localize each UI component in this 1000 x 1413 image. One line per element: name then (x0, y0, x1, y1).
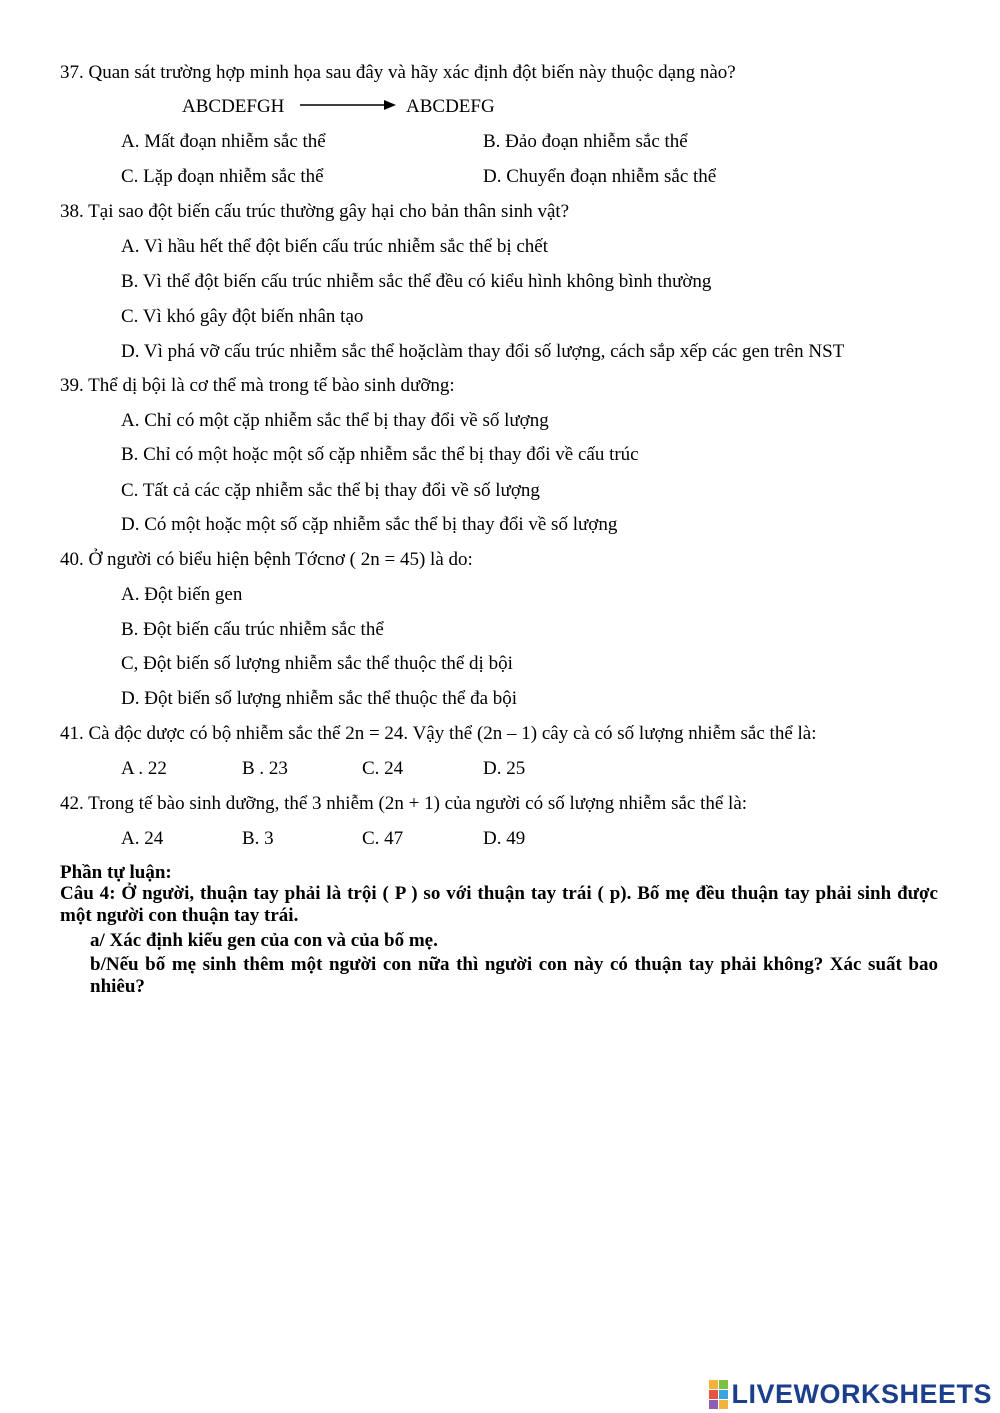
essay-heading: Phần tự luận: (60, 862, 172, 883)
q40-option-b: B. Đột biến cấu trúc nhiễm sắc thể (121, 619, 384, 640)
logo-text: LIVEWORKSHEETS (731, 1379, 992, 1409)
q41-option-c: C. 24 (362, 758, 404, 779)
arrow-icon (300, 97, 396, 111)
q39-option-c: C. Tất cả các cặp nhiễm sắc thể bị thay đổi về số lượng (121, 480, 540, 501)
q39-option-b: B. Chỉ có một hoặc một số cặp nhiễm sắc thể bị thay đổi về cấu trúc (121, 444, 639, 465)
q42-option-a: A. 24 (121, 828, 164, 849)
question-38: 38. Tại sao đột biến cấu trúc thường gây hại cho bản thân sinh vật? (60, 201, 570, 222)
question-41: 41. Cà độc dược có bộ nhiễm sắc thể 2n = 24. Vậy thể (2n – 1) cây cà có số lượng nhiễm sắc thể là: (60, 723, 817, 744)
liveworksheets-logo (709, 1380, 992, 1409)
question-42: 42. Trong tế bào sinh dưỡng, thể 3 nhiễm (2n + 1) của người có số lượng nhiễm sắc thể là: (60, 793, 748, 814)
logo-blocks-icon (709, 1380, 728, 1409)
question-37: 37. Quan sát trường hợp minh họa sau đây và hãy xác định đột biến này thuộc dạng nào? (60, 62, 736, 83)
q40-option-c: C, Đột biến số lượng nhiễm sắc thể thuộc thể dị bội (121, 653, 513, 674)
essay-label: Câu 4 (60, 883, 110, 904)
q38-option-c: C. Vì khó gây đột biến nhân tạo (121, 306, 364, 327)
q42-option-b: B. 3 (242, 828, 274, 849)
q40-option-a: A. Đột biến gen (121, 584, 243, 605)
essay-question-text: : Ở người, thuận tay phải là trội ( P ) so với thuận tay trái ( p). Bố mẹ đều thuận tay phải sinh được một người con thuận tay trái. (60, 883, 938, 926)
essay-part-a: a/ Xác định kiểu gen của con và của bố mẹ. (90, 930, 438, 951)
q39-option-d: D. Có một hoặc một số cặp nhiễm sắc thể bị thay đổi về số lượng (121, 514, 618, 535)
q41-option-b: B . 23 (242, 758, 288, 779)
q41-option-d: D. 25 (483, 758, 526, 779)
question-40: 40. Ở người có biểu hiện bệnh Tớcnơ ( 2n = 45) là do: (60, 549, 473, 570)
essay-part-b: b/Nếu bố mẹ sinh thêm một người con nữa thì người con này có thuận tay phải không? Xác suất bao nhiêu? (90, 954, 938, 997)
q42-option-c: C. 47 (362, 828, 404, 849)
essay-question (60, 883, 938, 927)
q40-option-d: D. Đột biến số lượng nhiễm sắc thể thuộc thể đa bội (121, 688, 518, 709)
q38-option-a: A. Vì hầu hết thể đột biến cấu trúc nhiễm sắc thể bị chết (121, 236, 549, 257)
q42-option-d: D. 49 (483, 828, 526, 849)
q39-option-a: A. Chỉ có một cặp nhiễm sắc thể bị thay đổi về số lượng (121, 410, 549, 431)
q38-option-d: D. Vì phá vỡ cấu trúc nhiễm sắc thể hoặclàm thay đổi số lượng, cách sắp xếp các gen trên NST (121, 341, 845, 362)
q38-option-b: B. Vì thể đột biến cấu trúc nhiễm sắc thể đều có kiểu hình không bình thường (121, 271, 712, 292)
question-39: 39. Thể dị bội là cơ thể mà trong tế bào sinh dưỡng: (60, 375, 455, 396)
sequence-before: ABCDEFGH (182, 96, 285, 117)
q37-option-d: D. Chuyển đoạn nhiễm sắc thể (483, 166, 717, 187)
q37-option-b: B. Đảo đoạn nhiễm sắc thể (483, 131, 688, 152)
sequence-after: ABCDEFG (406, 96, 495, 117)
q37-option-c: C. Lặp đoạn nhiễm sắc thể (121, 166, 324, 187)
q37-option-a: A. Mất đoạn nhiễm sắc thể (121, 131, 326, 152)
q41-option-a: A . 22 (121, 758, 167, 779)
